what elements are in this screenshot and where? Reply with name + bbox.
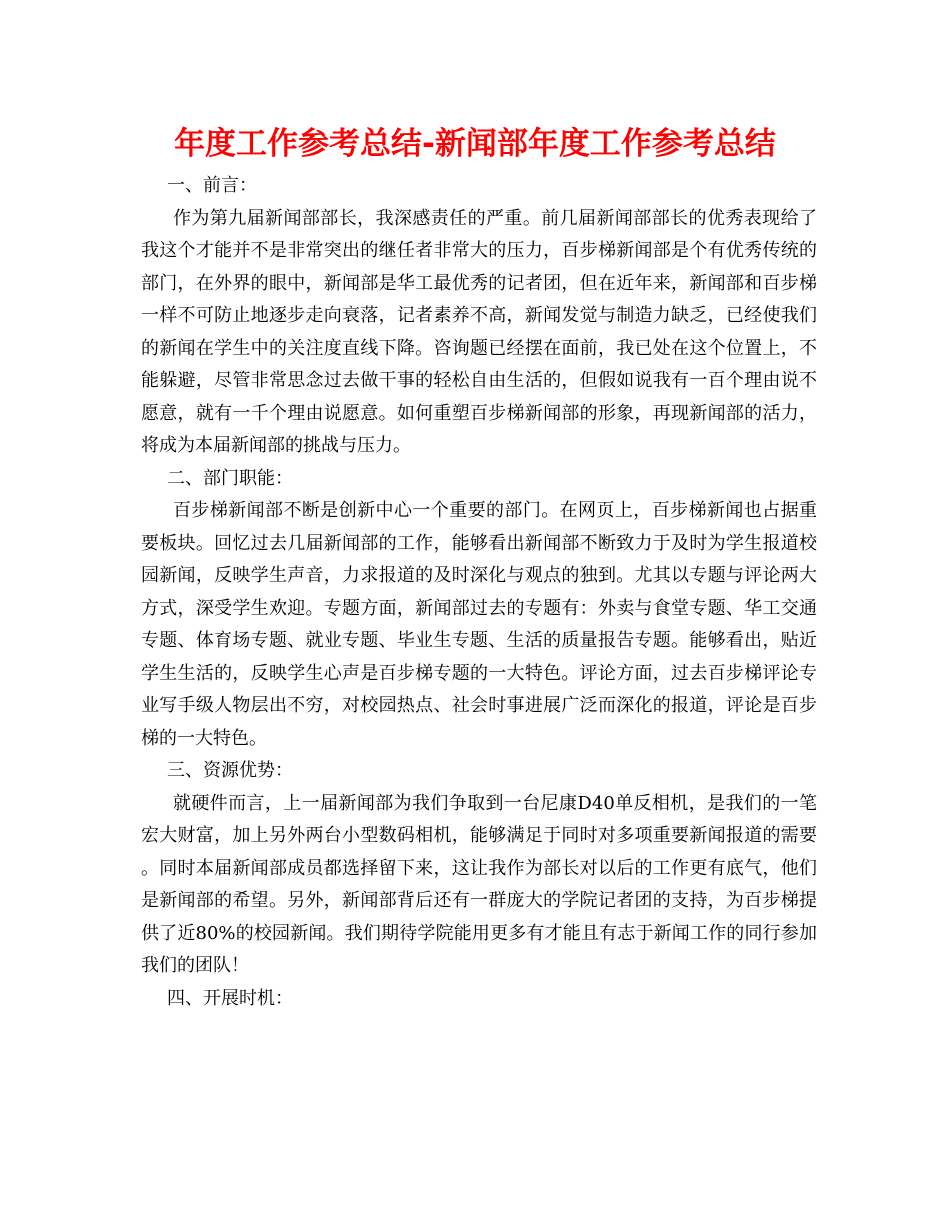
section-paragraph-preface: 作为第九届新闻部部长，我深感责任的严重。前几届新闻部部长的优秀表现给了我这个才能并不是非常突出的继任者非常大的压力，百步梯新闻部是个有优秀传统的部门，在外界的眼中，新闻部是华工最优秀的记者团，但在近年来，新闻部和百步梯一样不可防止地逐步走向衰落，记者素养不高，新闻发觉与制造力缺乏，已经使我们的新闻在学生中的关注度直线下降。咨询题已经摆在面前，我已处在这个位置上，不能躲避，尽管非常思念过去做干事的轻松自由生活的，但假如说我有一百个理由说不愿意，就有一千个理由说愿意。如何重塑百步梯新闻部的形象，再现新闻部的活力，将成为本届新闻部的挑战与压力。	[141, 207, 817, 456]
document-title: 年度工作参考总结-新闻部年度工作参考总结	[174, 126, 776, 162]
section-paragraph-resources: 就硬件而言，上一届新闻部为我们争取到一台尼康D40单反相机，是我们的一笔宏大财富，加上另外两台小型数码相机，能够满足于同时对多项重要新闻报道的需要。同时本届新闻部成员都选择留下来，这让我作为部长对以后的工作更有底气，他们是新闻部的希望。另外，新闻部背后还有一群庞大的学院记者团的支持，为百步梯提供了近80%的校园新闻。我们期待学院能用更多有才能且有志于新闻工作的同行参加我们的团队！	[141, 792, 817, 976]
section-heading-preface: 一、前言：	[167, 175, 257, 196]
section-heading-functions: 二、部门职能：	[167, 467, 293, 489]
section-heading-resources: 三、资源优势：	[167, 760, 293, 781]
section-paragraph-functions: 百步梯新闻部不断是创新中心一个重要的部门。在网页上，百步梯新闻也占据重要板块。回忆过去几届新闻部的工作，能够看出新闻部不断致力于及时为学生报道校园新闻，反映学生声音，力求报道的及时深化与观点的独到。尤其以专题与评论两大方式，深受学生欢迎。专题方面，新闻部过去的专题有：外卖与食堂专题、华工交通专题、体育场专题、就业专题、毕业生专题、生活的质量报告专题。能够看出，贴近学生生活的，反映学生心声是百步梯专题的一大特色。评论方面，过去百步梯评论专业写手级人物层出不穷，对校园热点、社会时事进展广泛而深化的报道，评论是百步梯的一大特色。	[141, 500, 817, 749]
section-heading-timing: 四、开展时机：	[167, 987, 293, 1009]
document-body	[141, 170, 817, 1015]
